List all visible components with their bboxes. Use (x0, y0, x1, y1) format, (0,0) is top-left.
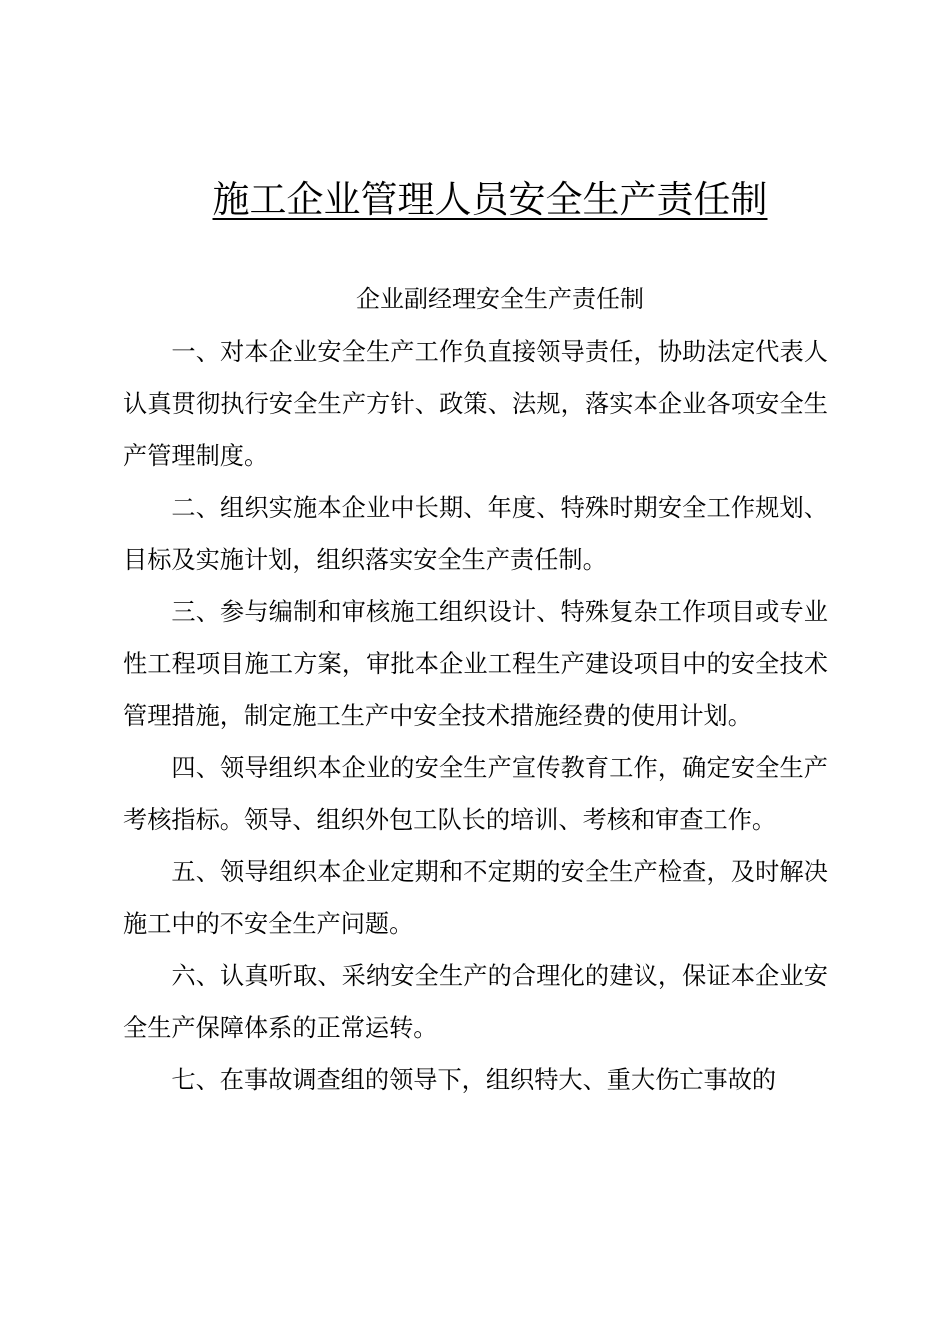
paragraph-5: 五、领导组织本企业定期和不定期的安全生产检查，及时解决施工中的不安全生产问题。 (123, 858, 828, 938)
document-title (0, 172, 950, 228)
paragraph-2: 二、组织实施本企业中长期、年度、特殊时期安全工作规划、目标及实施计划，组织落实安全生产责任制。 (123, 494, 828, 574)
paragraph-7: 七、在事故调查组的领导下，组织特大、重大伤亡事故的 (171, 1066, 777, 1094)
paragraph-4: 四、领导组织本企业的安全生产宣传教育工作，确定安全生产考核指标。领导、组织外包工队长的培训、考核和审查工作。 (123, 754, 828, 834)
document-title-text: 施工企业管理人员安全生产责任制 (212, 179, 768, 220)
paragraph-6: 六、认真听取、采纳安全生产的合理化的建议，保证本企业安全生产保障体系的正常运转。 (123, 962, 828, 1042)
section-title: 企业副经理安全生产责任制 (356, 286, 644, 313)
paragraph-1: 一、对本企业安全生产工作负直接领导责任，协助法定代表人认真贯彻执行安全生产方针、政策、法规，落实本企业各项安全生产管理制度。 (123, 338, 828, 470)
document-body (123, 326, 828, 1106)
paragraph-3: 三、参与编制和审核施工组织设计、特殊复杂工作项目或专业性工程项目施工方案，审批本企业工程生产建设项目中的安全技术管理措施，制定施工生产中安全技术措施经费的使用计划。 (123, 598, 828, 730)
